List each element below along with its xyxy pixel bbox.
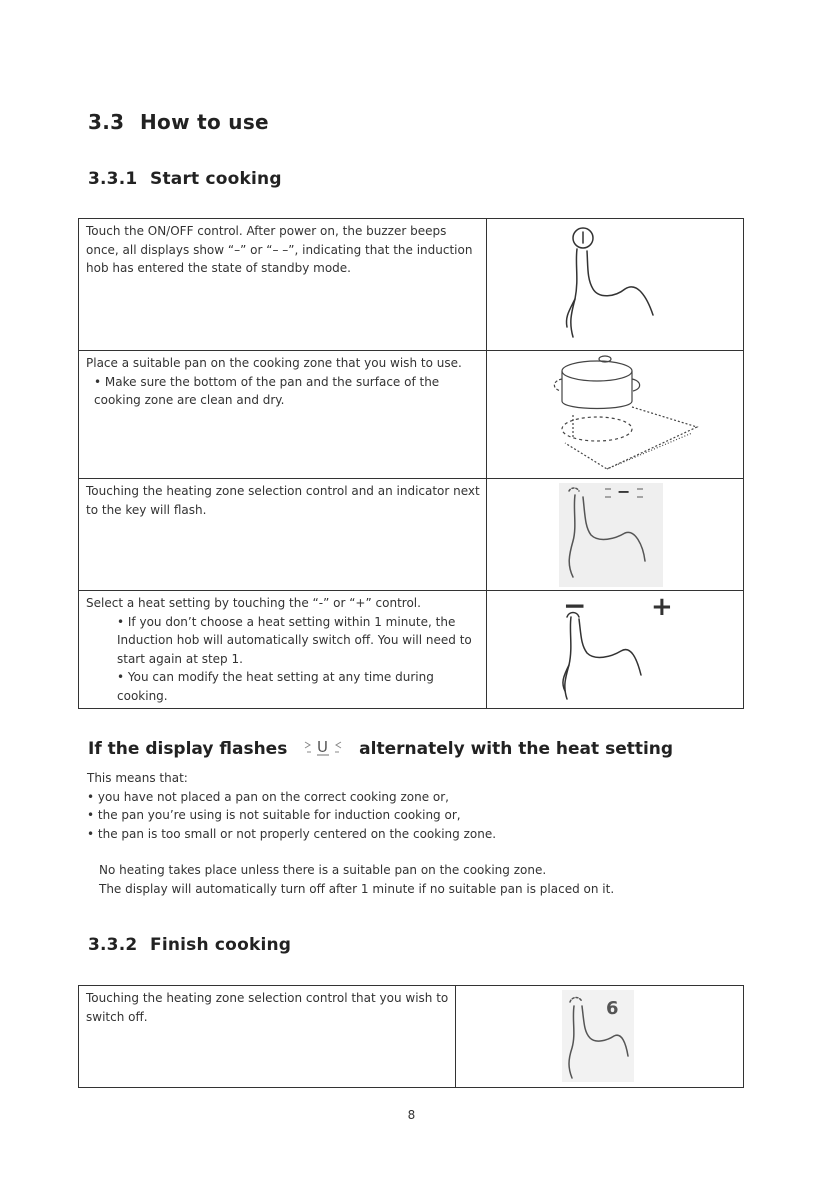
plus-control-icon: + (651, 592, 673, 622)
warning-bullet: • the pan is too small or not properly centered on the cooking zone. (87, 826, 497, 841)
subsection-heading-finish (88, 935, 291, 955)
start-steps-table (78, 218, 744, 709)
step-text (79, 219, 487, 351)
flashing-u-icon (293, 736, 353, 758)
step-line: Touch the ON/OFF control. After power on, the buzzer beeps once, all displays show “–” or “– –”, indicating that the induction hob has entered the state of standby mode. (86, 224, 473, 275)
step-text (79, 351, 487, 479)
step-text (79, 986, 456, 1088)
warning-explanation (87, 769, 496, 843)
section-number: 3.3 (88, 110, 125, 134)
flashing-u-glyph: U (317, 738, 329, 756)
page-number: 8 (407, 1108, 416, 1122)
power-touch-icon (487, 219, 744, 351)
subsection-number: 3.3.2 (88, 935, 138, 955)
step-row (79, 591, 744, 709)
step-line: Touching the heating zone selection control and an indicator next to the key will flash. (86, 484, 480, 517)
step-row (79, 479, 744, 591)
warning-bullet: • you have not placed a pan on the correct cooking zone or, (87, 789, 449, 804)
warning-notes (99, 861, 614, 898)
pan-on-hob-icon (487, 351, 744, 479)
section-heading (88, 110, 269, 134)
subsection-number: 3.3.1 (88, 169, 138, 189)
step-text (79, 479, 487, 591)
section-title: How to use (140, 110, 269, 134)
warning-before: If the display flashes (88, 739, 288, 759)
step-line: Select a heat setting by touching the “-” or “+” control. (86, 596, 421, 610)
warning-note: The display will automatically turn off after 1 minute if no suitable pan is placed on it. (99, 881, 615, 896)
warning-note: No heating takes place unless there is a suitable pan on the cooking zone. (99, 863, 547, 877)
warning-after: alternately with the heat setting (359, 739, 674, 759)
zone-select-icon (487, 479, 744, 591)
finish-display-value: 6 (606, 998, 619, 1019)
plus-minus-touch-icon (487, 591, 744, 709)
step-line: Touching the heating zone selection control that you wish to switch off. (86, 991, 449, 1024)
step-line: • You can modify the heat setting at any time during cooking. (117, 670, 434, 703)
step-text (79, 591, 487, 709)
warning-bullet: • the pan you’re using is not suitable for induction cooking or, (87, 808, 461, 822)
minus-control-icon: − (563, 591, 587, 622)
finish-steps-table (78, 985, 744, 1088)
subsection-heading-start (88, 169, 282, 189)
warning-intro: This means that: (87, 771, 188, 785)
step-line: Place a suitable pan on the cooking zone that you wish to use. (86, 356, 462, 370)
zone-indicator: − (617, 482, 631, 501)
subsection-title: Start cooking (150, 169, 282, 189)
step-line: • Make sure the bottom of the pan and the surface of the cooking zone are clean and dry. (94, 374, 440, 407)
step-row (79, 986, 744, 1088)
subsection-title: Finish cooking (150, 935, 292, 955)
finish-touch-icon (456, 986, 744, 1088)
step-row (79, 351, 744, 479)
step-line: • If you don’t choose a heat setting within 1 minute, the Induction hob will automatically switch off. You will need to start again at step 1. (117, 614, 472, 666)
step-row (79, 219, 744, 351)
flash-warning-heading (88, 738, 673, 760)
